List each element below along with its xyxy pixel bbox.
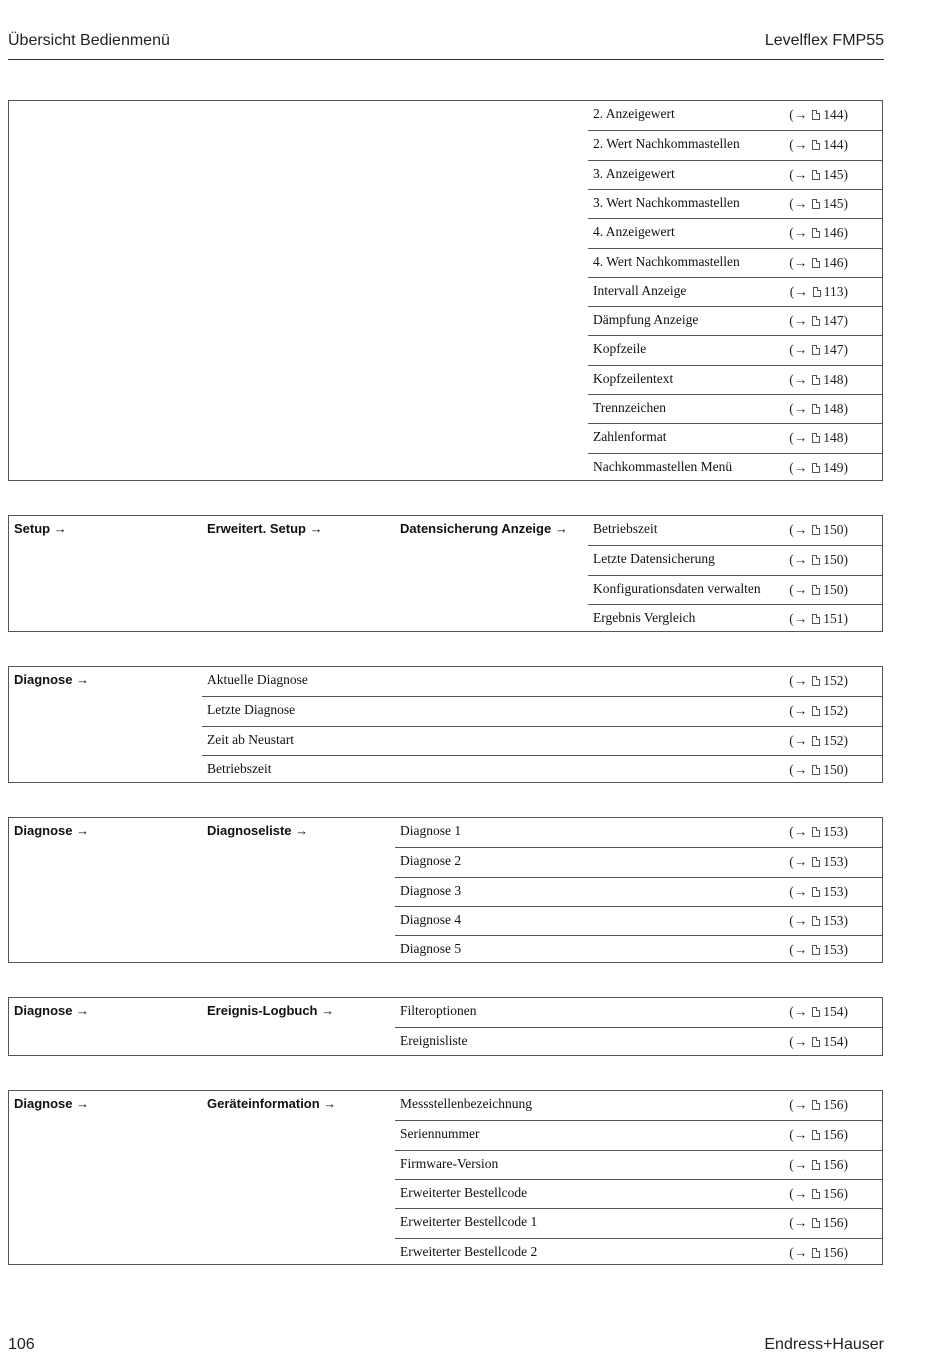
menu-row [395, 1150, 882, 1179]
page-reference [789, 703, 848, 719]
breadcrumb-item: Geräteinformation → [207, 1096, 337, 1111]
ref-page-number: 145 [823, 167, 844, 182]
page-reference [789, 196, 848, 212]
ref-page-number: 149 [823, 460, 844, 475]
menu-row [588, 160, 882, 189]
page-icon [812, 345, 820, 355]
header-divider [8, 59, 884, 60]
breadcrumb-item: Datensicherung Anzeige → [400, 521, 568, 536]
page-reference [789, 225, 848, 241]
menu-row [588, 277, 882, 306]
page-icon [812, 614, 820, 624]
page-icon [812, 140, 820, 150]
ref-open: (→ [789, 1157, 808, 1172]
page-icon [812, 676, 820, 686]
ref-page-number: 150 [823, 762, 844, 777]
ref-close: ) [843, 1127, 848, 1142]
menu-row [588, 394, 882, 423]
ref-close: ) [843, 460, 848, 475]
page-reference [789, 824, 848, 840]
menu-parameter-label: 4. Wert Nachkommastellen [593, 254, 740, 269]
ref-open: (→ [789, 673, 808, 688]
menu-row [202, 696, 882, 725]
menu-row [588, 335, 882, 364]
page-icon [812, 706, 820, 716]
breadcrumb-item: Setup → [14, 521, 67, 536]
page-icon [813, 287, 821, 297]
menu-row [588, 248, 882, 277]
page-icon [812, 1037, 820, 1047]
ref-open: (→ [789, 552, 808, 567]
ref-close: ) [843, 1034, 848, 1049]
page-reference [789, 1004, 848, 1020]
breadcrumb-item: Erweitert. Setup → [207, 521, 323, 536]
page-reference [789, 342, 848, 358]
ref-close: ) [843, 225, 848, 240]
menu-parameter-label: Diagnose 5 [400, 941, 462, 956]
page-icon [812, 375, 820, 385]
menu-row [588, 423, 882, 452]
menu-parameter-label: 2. Anzeigewert [593, 106, 675, 121]
menu-parameter-label: Kopfzeile [593, 341, 647, 356]
page-icon [812, 404, 820, 414]
ref-page-number: 156 [823, 1097, 844, 1112]
menu-row [588, 306, 882, 335]
page-reference [789, 854, 848, 870]
menu-parameter-label: Intervall Anzeige [593, 283, 687, 298]
ref-page-number: 147 [823, 313, 844, 328]
page-icon [812, 1218, 820, 1228]
menu-row [588, 453, 882, 482]
menu-parameter-label: Erweiterter Bestellcode [400, 1185, 528, 1200]
menu-row [395, 1027, 882, 1056]
page-icon [812, 1100, 820, 1110]
menu-parameter-label: Erweiterter Bestellcode 2 [400, 1244, 538, 1259]
page-header-product: Levelflex FMP55 [764, 32, 884, 49]
ref-close: ) [843, 1004, 848, 1019]
page-icon [812, 887, 820, 897]
menu-row [395, 1120, 882, 1149]
page-icon [812, 1160, 820, 1170]
menu-parameter-label: Letzte Diagnose [207, 702, 296, 717]
ref-page-number: 156 [823, 1186, 844, 1201]
menu-row [588, 545, 882, 574]
menu-parameter-label: 3. Anzeigewert [593, 166, 675, 181]
ref-page-number: 156 [823, 1245, 844, 1260]
ref-open: (→ [789, 107, 808, 122]
ref-page-number: 152 [823, 733, 844, 748]
ref-close: ) [843, 1245, 848, 1260]
ref-page-number: 152 [823, 703, 844, 718]
ref-open: (→ [789, 460, 808, 475]
page-icon [812, 1189, 820, 1199]
ref-close: ) [843, 284, 848, 299]
page-reference [789, 460, 848, 476]
page-icon [812, 765, 820, 775]
menu-row [395, 1238, 882, 1267]
page-reference [789, 884, 848, 900]
menu-parameter-label: Seriennummer [400, 1126, 480, 1141]
page-reference [789, 1186, 848, 1202]
ref-page-number: 148 [823, 401, 844, 416]
menu-block-datensicherung [8, 515, 883, 632]
menu-row [395, 1091, 882, 1120]
page-icon [812, 916, 820, 926]
page-reference [789, 673, 848, 689]
menu-parameter-label: Betriebszeit [593, 521, 658, 536]
menu-parameter-label: Diagnose 2 [400, 853, 462, 868]
menu-parameter-label: Zeit ab Neustart [207, 732, 294, 747]
menu-row [395, 906, 882, 935]
ref-close: ) [843, 913, 848, 928]
page-reference [789, 1215, 848, 1231]
page-reference [790, 284, 848, 300]
page-reference [789, 1157, 848, 1173]
menu-parameter-label: Betriebszeit [207, 761, 272, 776]
ref-page-number: 153 [823, 942, 844, 957]
ref-open: (→ [789, 884, 808, 899]
ref-page-number: 153 [823, 824, 844, 839]
menu-row [588, 575, 882, 604]
menu-row [588, 130, 882, 159]
ref-open: (→ [789, 611, 808, 626]
ref-page-number: 146 [823, 255, 844, 270]
ref-page-number: 145 [823, 196, 844, 211]
menu-row [395, 877, 882, 906]
menu-parameter-label: Filteroptionen [400, 1003, 477, 1018]
page-reference [789, 401, 848, 417]
menu-parameter-label: Ergebnis Vergleich [593, 610, 696, 625]
ref-open: (→ [789, 255, 808, 270]
ref-close: ) [843, 703, 848, 718]
footer-brand: Endress+Hauser [764, 1336, 884, 1353]
page-icon [812, 857, 820, 867]
menu-parameter-label: Nachkommastellen Menü [593, 459, 733, 474]
menu-parameter-label: Kopfzeilentext [593, 371, 674, 386]
ref-page-number: 156 [823, 1215, 844, 1230]
ref-page-number: 146 [823, 225, 844, 240]
page-icon [812, 1130, 820, 1140]
ref-page-number: 113 [823, 284, 844, 299]
page-header-title: Übersicht Bedienmenü [8, 32, 170, 49]
page-icon [812, 433, 820, 443]
ref-open: (→ [789, 582, 808, 597]
menu-row [395, 1208, 882, 1237]
page-reference [789, 522, 848, 538]
ref-close: ) [843, 1186, 848, 1201]
ref-page-number: 150 [823, 552, 844, 567]
page-reference [789, 107, 848, 123]
page-reference [789, 372, 848, 388]
menu-parameter-label: Erweiterter Bestellcode 1 [400, 1214, 538, 1229]
menu-parameter-label: Dämpfung Anzeige [593, 312, 699, 327]
menu-block-ereignis-logbuch [8, 997, 883, 1056]
ref-open: (→ [789, 401, 808, 416]
breadcrumb-item: Ereignis-Logbuch → [207, 1003, 335, 1018]
ref-close: ) [843, 196, 848, 211]
page-reference [789, 313, 848, 329]
page-icon [812, 827, 820, 837]
page-icon [812, 585, 820, 595]
page-icon [812, 736, 820, 746]
menu-row [202, 755, 882, 784]
page-number: 106 [8, 1336, 35, 1353]
ref-page-number: 144 [823, 137, 844, 152]
ref-close: ) [843, 372, 848, 387]
menu-parameter-label: Diagnose 4 [400, 912, 462, 927]
ref-page-number: 152 [823, 673, 844, 688]
ref-open: (→ [789, 703, 808, 718]
ref-close: ) [843, 255, 848, 270]
ref-open: (→ [789, 762, 808, 777]
menu-row [395, 818, 882, 847]
menu-row [395, 998, 882, 1027]
ref-page-number: 144 [823, 107, 844, 122]
ref-close: ) [843, 762, 848, 777]
ref-open: (→ [789, 1215, 808, 1230]
page-reference [789, 942, 848, 958]
ref-open: (→ [789, 284, 808, 299]
ref-close: ) [843, 611, 848, 626]
breadcrumb-item: Diagnose → [14, 823, 90, 838]
ref-page-number: 148 [823, 430, 844, 445]
menu-parameter-label: Zahlenformat [593, 429, 667, 444]
ref-open: (→ [789, 1186, 808, 1201]
ref-page-number: 154 [823, 1034, 844, 1049]
ref-page-number: 150 [823, 522, 844, 537]
menu-parameter-label: Messstellenbezeichnung [400, 1096, 532, 1111]
page-icon [812, 1007, 820, 1017]
page-icon [812, 199, 820, 209]
page-icon [812, 170, 820, 180]
menu-row [202, 667, 882, 696]
page-reference [789, 1034, 848, 1050]
menu-block-display [8, 100, 883, 481]
menu-row [588, 604, 882, 633]
ref-open: (→ [789, 913, 808, 928]
ref-open: (→ [789, 167, 808, 182]
ref-open: (→ [789, 137, 808, 152]
ref-open: (→ [789, 522, 808, 537]
menu-row [588, 516, 882, 545]
ref-page-number: 156 [823, 1127, 844, 1142]
menu-row [588, 101, 882, 130]
menu-row [395, 847, 882, 876]
menu-parameter-label: 3. Wert Nachkommastellen [593, 195, 740, 210]
ref-close: ) [843, 884, 848, 899]
page-reference [789, 1097, 848, 1113]
ref-page-number: 150 [823, 582, 844, 597]
ref-open: (→ [789, 196, 808, 211]
page-icon [812, 945, 820, 955]
page-icon [812, 1248, 820, 1258]
ref-page-number: 153 [823, 854, 844, 869]
page-icon [812, 228, 820, 238]
page-icon [812, 463, 820, 473]
page-reference [789, 733, 848, 749]
ref-close: ) [843, 401, 848, 416]
menu-parameter-label: Konfigurationsdaten verwalten [593, 581, 761, 596]
ref-open: (→ [789, 942, 808, 957]
ref-close: ) [843, 824, 848, 839]
ref-page-number: 151 [823, 611, 844, 626]
ref-close: ) [843, 167, 848, 182]
ref-close: ) [843, 313, 848, 328]
menu-row [202, 726, 882, 755]
ref-open: (→ [789, 824, 808, 839]
ref-close: ) [843, 430, 848, 445]
breadcrumb-item: Diagnoseliste → [207, 823, 309, 838]
menu-block-geraeteinformation [8, 1090, 883, 1265]
ref-close: ) [843, 673, 848, 688]
ref-open: (→ [789, 854, 808, 869]
ref-open: (→ [789, 1245, 808, 1260]
ref-page-number: 147 [823, 342, 844, 357]
ref-open: (→ [789, 1004, 808, 1019]
breadcrumb-item: Diagnose → [14, 672, 90, 687]
ref-page-number: 148 [823, 372, 844, 387]
ref-open: (→ [789, 225, 808, 240]
page-icon [812, 110, 820, 120]
ref-close: ) [843, 1097, 848, 1112]
ref-open: (→ [789, 430, 808, 445]
page-reference [789, 137, 848, 153]
menu-parameter-label: Firmware-Version [400, 1156, 499, 1171]
menu-row [588, 218, 882, 247]
breadcrumb-item: Diagnose → [14, 1003, 90, 1018]
ref-close: ) [843, 942, 848, 957]
page-reference [789, 430, 848, 446]
menu-parameter-label: Trennzeichen [593, 400, 666, 415]
ref-page-number: 154 [823, 1004, 844, 1019]
page-reference [789, 913, 848, 929]
page-reference [789, 167, 848, 183]
page-reference [789, 255, 848, 271]
breadcrumb-item: Diagnose → [14, 1096, 90, 1111]
menu-parameter-label: Ereignisliste [400, 1033, 468, 1048]
ref-open: (→ [789, 1127, 808, 1142]
menu-row [588, 365, 882, 394]
ref-close: ) [843, 107, 848, 122]
menu-parameter-label: 2. Wert Nachkommastellen [593, 136, 740, 151]
page-reference [789, 1245, 848, 1261]
ref-page-number: 153 [823, 913, 844, 928]
ref-close: ) [843, 1215, 848, 1230]
ref-close: ) [843, 137, 848, 152]
page-reference [789, 611, 848, 627]
ref-close: ) [843, 582, 848, 597]
ref-page-number: 156 [823, 1157, 844, 1172]
ref-open: (→ [789, 313, 808, 328]
ref-close: ) [843, 522, 848, 537]
menu-row [395, 935, 882, 964]
page-icon [812, 258, 820, 268]
ref-close: ) [843, 733, 848, 748]
page-reference [789, 1127, 848, 1143]
menu-parameter-label: Aktuelle Diagnose [207, 672, 308, 687]
menu-parameter-label: Letzte Datensicherung [593, 551, 715, 566]
page-reference [789, 762, 848, 778]
page-reference [789, 552, 848, 568]
menu-block-diagnose [8, 666, 883, 783]
ref-close: ) [843, 1157, 848, 1172]
ref-open: (→ [789, 733, 808, 748]
page-icon [812, 555, 820, 565]
menu-parameter-label: 4. Anzeigewert [593, 224, 675, 239]
ref-open: (→ [789, 342, 808, 357]
menu-row [588, 189, 882, 218]
ref-page-number: 153 [823, 884, 844, 899]
menu-block-diagnoseliste [8, 817, 883, 963]
menu-parameter-label: Diagnose 1 [400, 823, 462, 838]
ref-close: ) [843, 854, 848, 869]
page-reference [789, 582, 848, 598]
menu-row [395, 1179, 882, 1208]
ref-open: (→ [789, 1097, 808, 1112]
ref-close: ) [843, 552, 848, 567]
menu-parameter-label: Diagnose 3 [400, 883, 462, 898]
ref-open: (→ [789, 372, 808, 387]
page-icon [812, 316, 820, 326]
page-icon [812, 525, 820, 535]
ref-open: (→ [789, 1034, 808, 1049]
ref-close: ) [843, 342, 848, 357]
